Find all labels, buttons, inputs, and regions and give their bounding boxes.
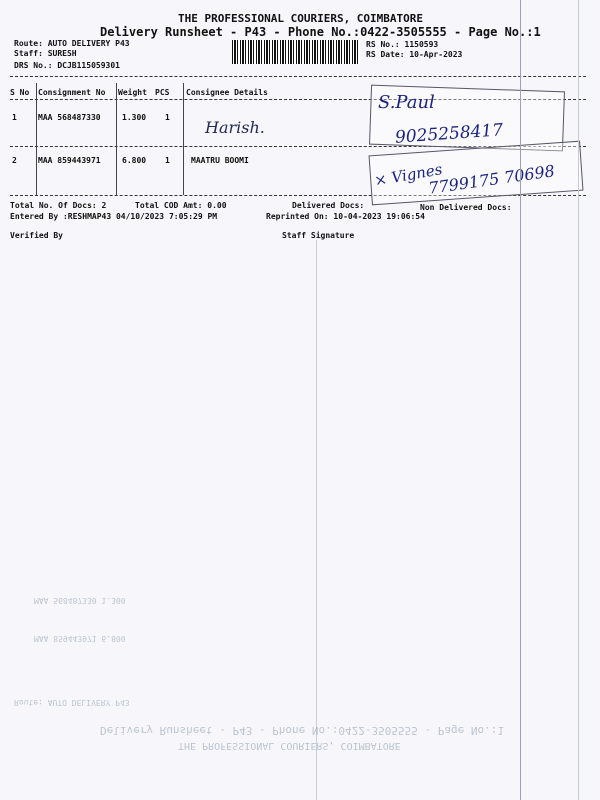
divider xyxy=(10,76,586,77)
handwritten-phone-2: 7799175 70698 xyxy=(427,161,556,198)
table-row-2-consignment: MAA 859443971 xyxy=(38,156,101,165)
column-line xyxy=(116,83,117,195)
table-row-2-consignee: MAATRU BOOMI xyxy=(191,156,249,165)
column-line xyxy=(183,83,184,195)
signature-name: S.Paul xyxy=(378,92,435,113)
table-row-1-sno: 1 xyxy=(12,113,17,122)
fold-line xyxy=(520,0,521,800)
staff-label: Staff: SURESH xyxy=(14,49,77,58)
bleed-through-text: THE PROFESSIONAL COURIERS, COIMBATORE xyxy=(178,740,401,751)
table-row-1-pcs: 1 xyxy=(165,113,170,122)
rs-number: RS No.: 1150593 xyxy=(366,40,439,49)
handwritten-phone-1: 9025258417 xyxy=(394,120,504,148)
fold-line xyxy=(316,240,317,800)
table-row-2-weight: 6.800 xyxy=(122,156,147,165)
column-header-weight: Weight xyxy=(118,88,147,97)
total-docs: Total No. Of Docs: 2 xyxy=(10,201,107,210)
table-row-2-pcs: 1 xyxy=(165,156,170,165)
non-delivered-docs: Non Delivered Docs: xyxy=(420,203,512,212)
delivered-docs: Delivered Docs: xyxy=(292,201,365,210)
company-name: THE PROFESSIONAL COURIERS, COIMBATORE xyxy=(178,12,424,25)
name-2-text: Vignes xyxy=(390,160,444,187)
barcode xyxy=(232,40,360,64)
runsheet-title: Delivery Runsheet - P43 - Phone No.:0422-3505555 - Page No.:1 xyxy=(100,25,541,39)
table-row-1-weight: 1.300 xyxy=(122,113,147,122)
handwritten-name-2: × Vignes xyxy=(372,160,444,190)
column-header-sno: S No xyxy=(10,88,30,97)
column-header-consignment: Consignment No xyxy=(38,88,106,97)
rs-date: RS Date: 10-Apr-2023 xyxy=(366,50,463,59)
staff-signature: Staff Signature xyxy=(282,231,355,240)
entered-by: Entered By :RESHMAP43 04/10/2023 7:05:29 PM xyxy=(10,212,218,221)
verified-by: Verified By xyxy=(10,231,63,240)
total-cod: Total COD Amt: 0.00 xyxy=(135,201,227,210)
column-header-consignee: Consignee Details xyxy=(186,88,268,97)
drs-number: DRS No.: DCJB115059301 xyxy=(14,61,120,70)
handwritten-consignee: Harish. xyxy=(205,118,265,137)
bleed-through-text: Delivery Runsheet - P43 - Phone No.:0422-3505555 - Page No.:1 xyxy=(100,724,504,737)
column-header-pcs: PCS xyxy=(155,88,170,97)
bleed-through-text: MAA 859443971 6.800 xyxy=(34,634,126,643)
reprinted-on: Reprinted On: 10-04-2023 19:06:54 xyxy=(266,212,425,221)
bleed-through-text: MAA 568487330 1.300 xyxy=(34,596,126,605)
bleed-through-text: Route: AUTO DELIVERY P43 xyxy=(14,698,130,707)
table-row-1-consignment: MAA 568487330 xyxy=(38,113,101,122)
route-label: Route: AUTO DELIVERY P43 xyxy=(14,39,130,48)
fold-line xyxy=(578,0,579,800)
table-row-2-sno: 2 xyxy=(12,156,17,165)
column-line xyxy=(36,83,37,195)
